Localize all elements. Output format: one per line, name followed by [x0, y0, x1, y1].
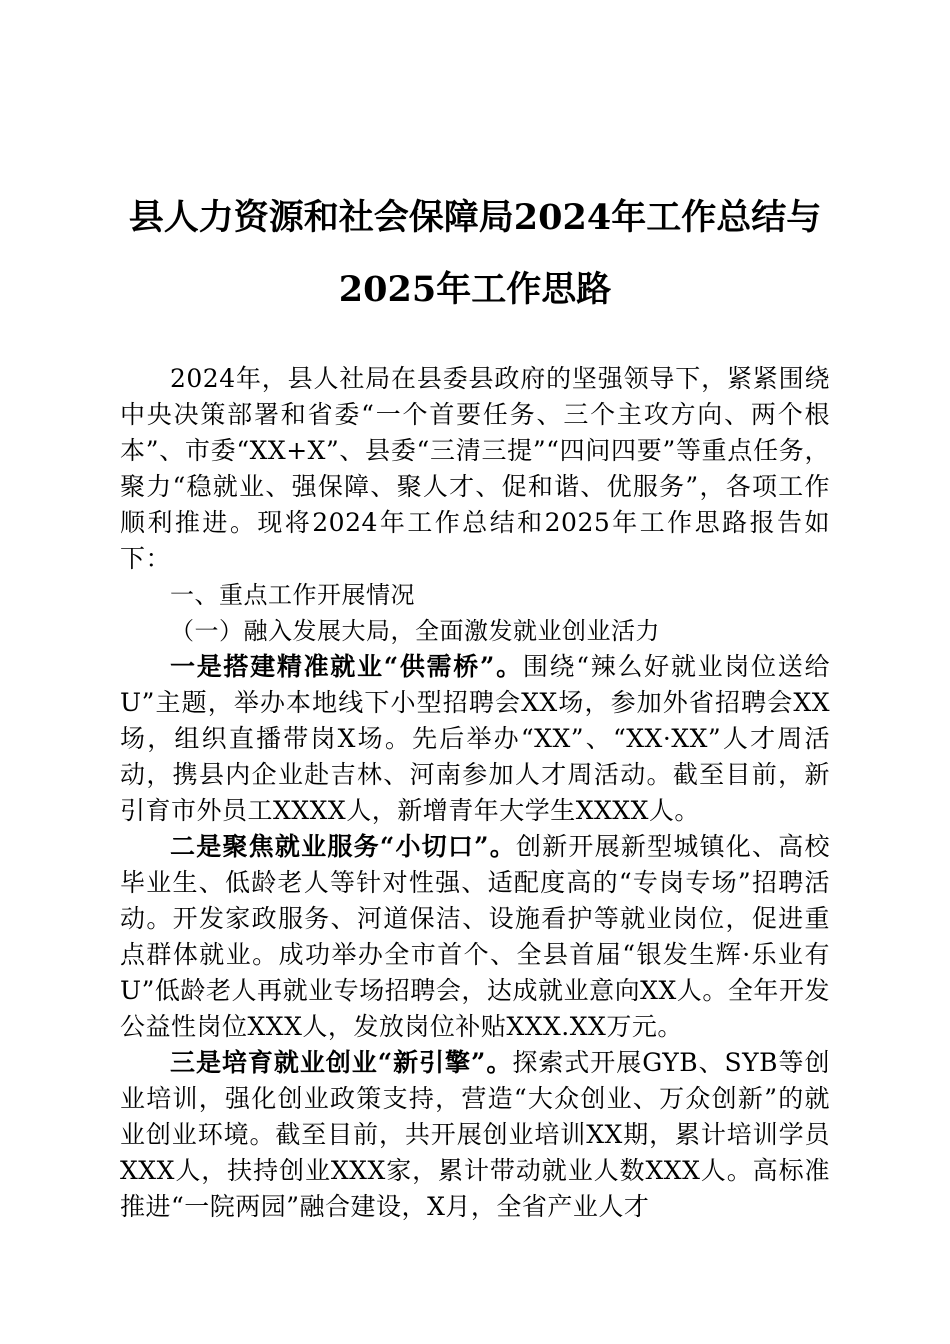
subsection-heading: （一）融入发展大局，全面激发就业创业活力: [170, 617, 660, 645]
item-text: 围绕“辣么好就业岗位送给U”主题，举办本地线下小型招聘会XX场，参加外省招聘会XX场，组织直播带岗X场。先后举办“XX”、“XX·XX”人才周活动，携县内企业赴吉林、河南参加人才周活动。截至目前，新引育市外员工XXXX人，新增青年大学生XXXX人。: [120, 652, 830, 825]
section-heading: 一、重点工作开展情况: [170, 581, 415, 609]
item-paragraph-3: [120, 1045, 830, 1225]
item-text: 创新开展新型城镇化、高校毕业生、低龄老人等针对性强、适配度高的“专岗专场”招聘活动。开发家政服务、河道保洁、设施看护等就业岗位，促进重点群体就业。成功举办全市首个、全县首届“银发生辉·乐业有U”低龄老人再就业专场招聘会，达成就业意向XX人。全年开发公益性岗位XXX人，发放岗位补贴XXX.XX万元。: [120, 832, 830, 1041]
intro-paragraph: 2024年，县人社局在县委县政府的坚强领导下，紧紧围绕中央决策部署和省委“一个首要任务、三个主攻方向、两个根本”、市委“XX+X”、县委“三清三提”“四问四要”等重点任务，聚力“稳就业、强保障、聚人才、促和谐、优服务”，各项工作顺利推进。现将2024年工作总结和2025年工作思路报告如下：: [120, 364, 830, 573]
item-lead: 二是聚焦就业服务“小切口”。: [170, 832, 516, 861]
document-title-line2: 2025年工作思路: [338, 269, 612, 310]
document-title-line1: 县人力资源和社会保障局2024年工作总结与: [128, 197, 822, 238]
item-lead: 三是培育就业创业“新引擎”。: [170, 1048, 513, 1077]
document-body: [120, 361, 830, 1225]
item-text: 探索式开展GYB、SYB等创业培训，强化创业政策支持，营造“大众创业、万众创新”的就业创业环境。截至目前，共开展创业培训XX期，累计培训学员XXX人，扶持创业XXX家，累计带动就业人数XXX人。高标准推进“一院两园”融合建设，X月，全省产业人才: [120, 1048, 830, 1221]
item-paragraph-1: [120, 649, 830, 829]
item-lead: 一是搭建精准就业“供需桥”。: [170, 652, 523, 681]
item-paragraph-2: [120, 829, 830, 1045]
